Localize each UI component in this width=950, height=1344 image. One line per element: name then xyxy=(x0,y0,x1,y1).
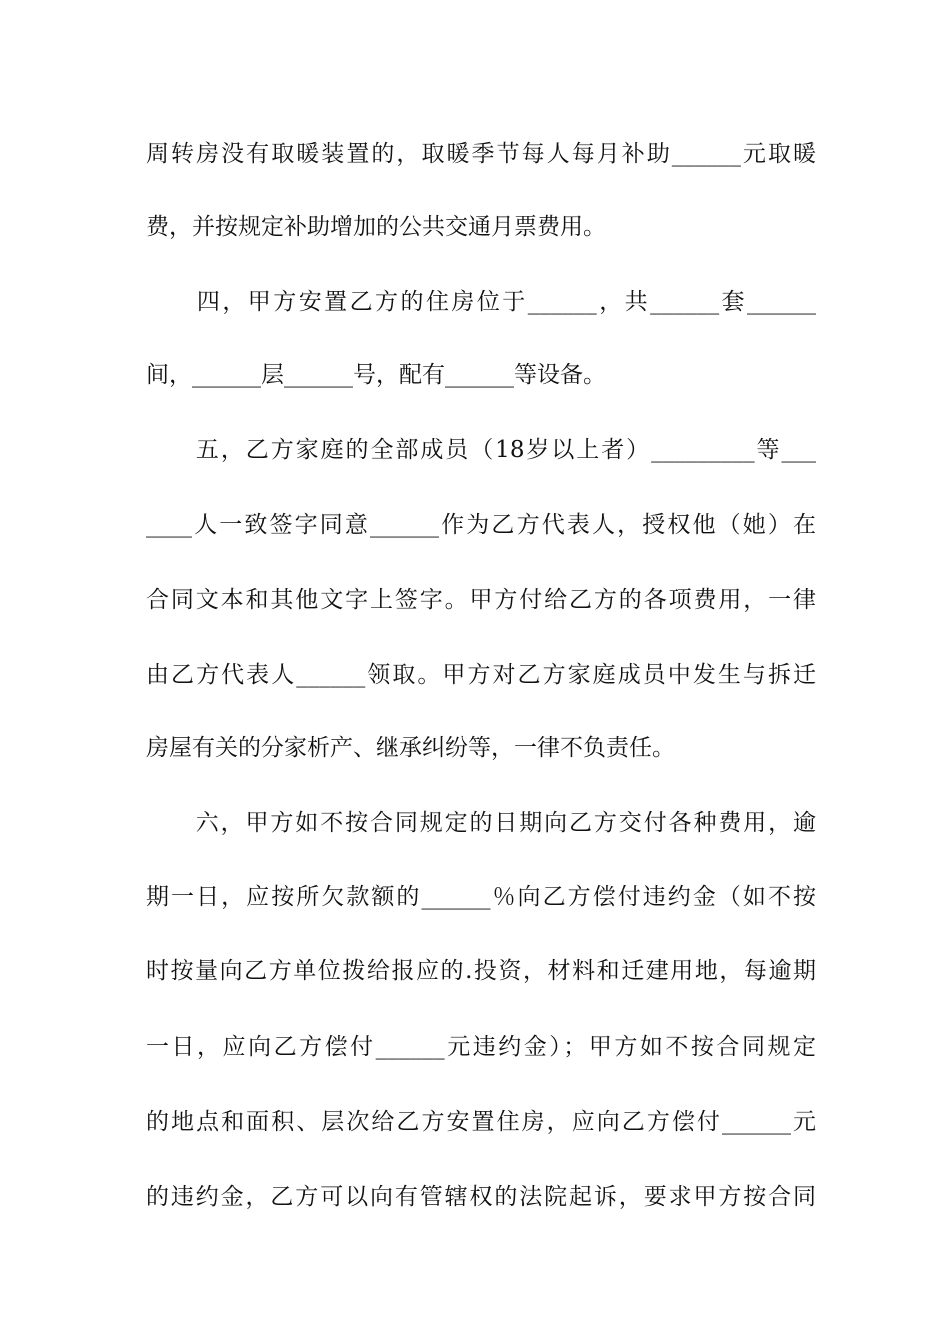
paragraph-line: 四，甲方安置乙方的住房位于______，共______套______ xyxy=(146,289,816,315)
paragraph-line: 费，并按规定补助增加的公共交通月票费用。 xyxy=(146,214,606,240)
paragraph-line: 周转房没有取暖装置的，取暖季节每人每月补助______元取暖 xyxy=(146,141,816,167)
paragraph-line: 房屋有关的分家析产、继承纠纷等，一律不负责任。 xyxy=(146,735,675,761)
paragraph-line: 间，______层______号，配有______等设备。 xyxy=(146,362,606,388)
paragraph-line: 时按量向乙方单位拨给报应的.投资，材料和迁建用地，每逾期 xyxy=(146,958,816,984)
paragraph-line: 由乙方代表人______领取。甲方对乙方家庭成员中发生与拆迁 xyxy=(146,662,816,688)
paragraph-line: 合同文本和其他文字上签字。甲方付给乙方的各项费用，一律 xyxy=(146,587,816,613)
paragraph-line: 期一日，应按所欠款额的______％向乙方偿付违约金（如不按 xyxy=(146,884,816,910)
paragraph-line: 五，乙方家庭的全部成员（18岁以上者）_________等___ xyxy=(146,437,816,463)
paragraph-line: 六，甲方如不按合同规定的日期向乙方交付各种费用，逾 xyxy=(146,810,816,836)
paragraph-line: ____人一致签字同意______作为乙方代表人，授权他（她）在 xyxy=(146,512,816,538)
paragraph-line: 的违约金，乙方可以向有管辖权的法院起诉，要求甲方按合同 xyxy=(146,1184,816,1210)
paragraph-line: 一日，应向乙方偿付______元违约金）；甲方如不按合同规定 xyxy=(146,1034,816,1060)
paragraph-line: 的地点和面积、层次给乙方安置住房，应向乙方偿付______元 xyxy=(146,1109,816,1135)
